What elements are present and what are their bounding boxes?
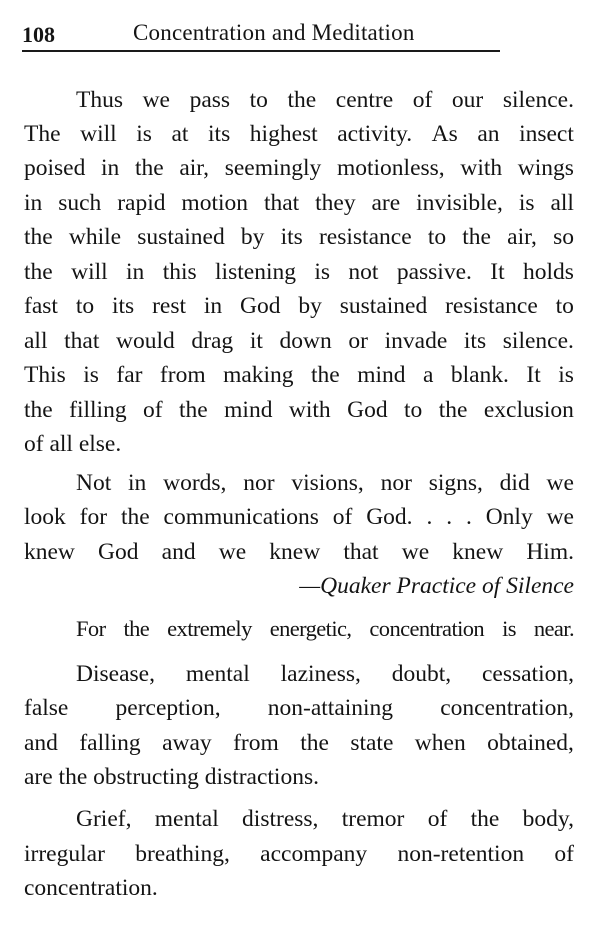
text-line: false perception, non-attaining concentration, (24, 695, 574, 721)
text-line: in such rapid motion that they are invisible, is all (24, 190, 574, 216)
header-rule (22, 50, 500, 52)
text-line: irregular breathing, accompany non-retention of (24, 841, 574, 867)
text-line: Disease, mental laziness, doubt, cessation, (76, 661, 574, 687)
text-line: fast to its rest in God by sustained resistance to (24, 293, 574, 319)
page-header (22, 20, 500, 48)
quote-attribution: —Quaker Practice of Silence (299, 573, 574, 599)
text-line: Grief, mental distress, tremor of the body, (76, 806, 574, 832)
text-line: the filling of the mind with God to the exclusion (24, 397, 574, 423)
text-line: concentration. (24, 875, 158, 901)
text-line: knew God and we knew that we knew Him. (24, 539, 574, 565)
text-line: This is far from making the mind a blank. It is (24, 362, 574, 388)
page-number: 108 (22, 22, 55, 47)
text-line: are the obstructing distractions. (24, 764, 319, 790)
text-line: For the extremely energetic, concentration is near. (76, 616, 574, 641)
text-line: poised in the air, seemingly motionless, with wings (24, 155, 574, 181)
running-title: Concentration and Meditation (133, 20, 415, 45)
text-line: look for the communications of God. . . . Only we (24, 504, 574, 530)
text-line: The will is at its highest activity. As an insect (24, 121, 574, 147)
text-line: all that would drag it down or invade its silence. (24, 328, 574, 354)
text-line: of all else. (24, 431, 122, 457)
text-line: the will in this listening is not passive. It holds (24, 259, 574, 285)
text-line: Not in words, nor visions, nor signs, did we (76, 470, 574, 496)
text-line: and falling away from the state when obtained, (24, 730, 574, 756)
text-line: the while sustained by its resistance to the air, so (24, 224, 574, 250)
text-line: Thus we pass to the centre of our silence. (76, 87, 574, 113)
